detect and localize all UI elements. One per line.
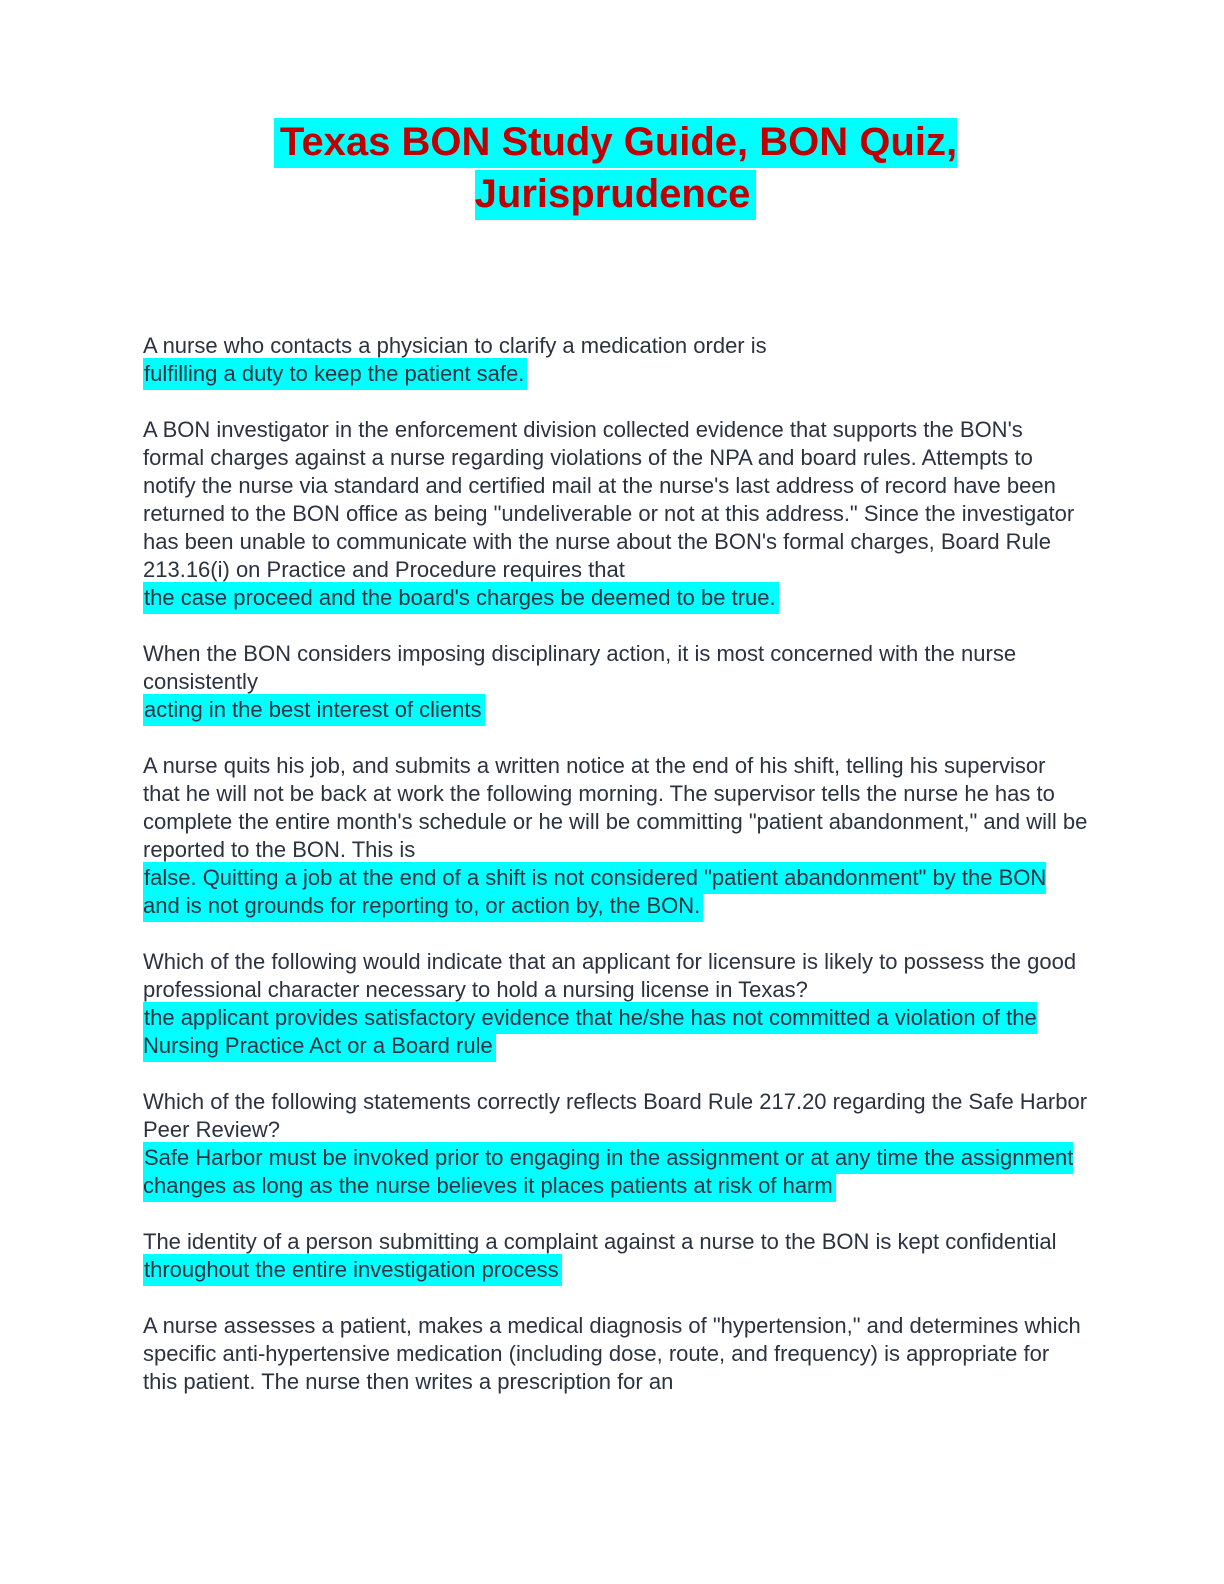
answer-text: acting in the best interest of clients — [143, 694, 485, 726]
question-line — [143, 948, 1088, 1004]
title-row — [143, 0, 1088, 220]
content-column — [143, 0, 1088, 1396]
question-text: The identity of a person submitting a complaint against a nurse to the BON is kept confidential — [143, 1229, 1057, 1254]
question-line — [143, 1088, 1088, 1144]
question-line — [143, 640, 1088, 696]
answer-line — [143, 1004, 1088, 1060]
answer-line — [143, 1256, 1088, 1284]
answer-line — [143, 696, 1088, 724]
question-text: A BON investigator in the enforcement division collected evidence that supports the BON's formal charges against a nurse regarding violations of the NPA and board rules. Attempts to notify the nurse via standard and certified mail at the nurse's last address of record have been returned to the BON office as being "undeliverable or not at this address." Since the investigator has been unable to communicate with the nurse about the BON's formal charges, Board Rule 213.16(i) on Practice and Procedure requires that — [143, 417, 1075, 582]
question-text: A nurse who contacts a physician to clarify a medication order is — [143, 333, 767, 358]
page-title: Texas BON Study Guide, BON Quiz, Jurisprudence — [274, 118, 957, 220]
answer-text: the case proceed and the board's charges be deemed to be true. — [143, 582, 779, 614]
question-line — [143, 1228, 1088, 1256]
answer-line — [143, 360, 1088, 388]
answer-line — [143, 864, 1088, 920]
qa-item — [143, 640, 1088, 724]
question-text: When the BON considers imposing disciplinary action, it is most concerned with the nurse consistently — [143, 641, 1017, 694]
answer-text: throughout the entire investigation process — [143, 1254, 562, 1286]
question-line — [143, 752, 1088, 864]
question-line — [143, 332, 1088, 360]
qa-item — [143, 332, 1088, 388]
qa-item — [143, 416, 1088, 612]
answer-text: Safe Harbor must be invoked prior to engaging in the assignment or at any time the assignment changes as long as the nurse believes it places patients at risk of harm — [143, 1142, 1073, 1202]
question-text: Which of the following statements correctly reflects Board Rule 217.20 regarding the Safe Harbor Peer Review? — [143, 1089, 1088, 1142]
question-line — [143, 416, 1088, 584]
question-text: Which of the following would indicate that an applicant for licensure is likely to possess the good professional character necessary to hold a nursing license in Texas? — [143, 949, 1077, 1002]
answer-line — [143, 584, 1088, 612]
qa-list — [143, 332, 1088, 1396]
answer-text: false. Quitting a job at the end of a shift is not considered "patient abandonment" by the BON and is not grounds for reporting to, or action by, the BON. — [143, 862, 1046, 922]
answer-text: fulfilling a duty to keep the patient safe. — [143, 358, 527, 390]
qa-item — [143, 1088, 1088, 1200]
qa-item — [143, 752, 1088, 920]
qa-item — [143, 1312, 1088, 1396]
qa-item — [143, 1228, 1088, 1284]
answer-text: the applicant provides satisfactory evidence that he/she has not committed a violation of the Nursing Practice Act or a Board rule — [143, 1002, 1037, 1062]
question-line — [143, 1312, 1088, 1396]
question-text: A nurse assesses a patient, makes a medical diagnosis of "hypertension," and determines which specific anti-hypertensive medication (including dose, route, and frequency) is appropriate for this patient. The nurse then writes a prescription for an — [143, 1313, 1081, 1394]
answer-line — [143, 1144, 1088, 1200]
question-text: A nurse quits his job, and submits a written notice at the end of his shift, telling his supervisor that he will not be back at work the following morning. The supervisor tells the nurse he has to complete the entire month's schedule or he will be committing "patient abandonment," and will be reported to the BON. This is — [143, 753, 1088, 862]
qa-item — [143, 948, 1088, 1060]
